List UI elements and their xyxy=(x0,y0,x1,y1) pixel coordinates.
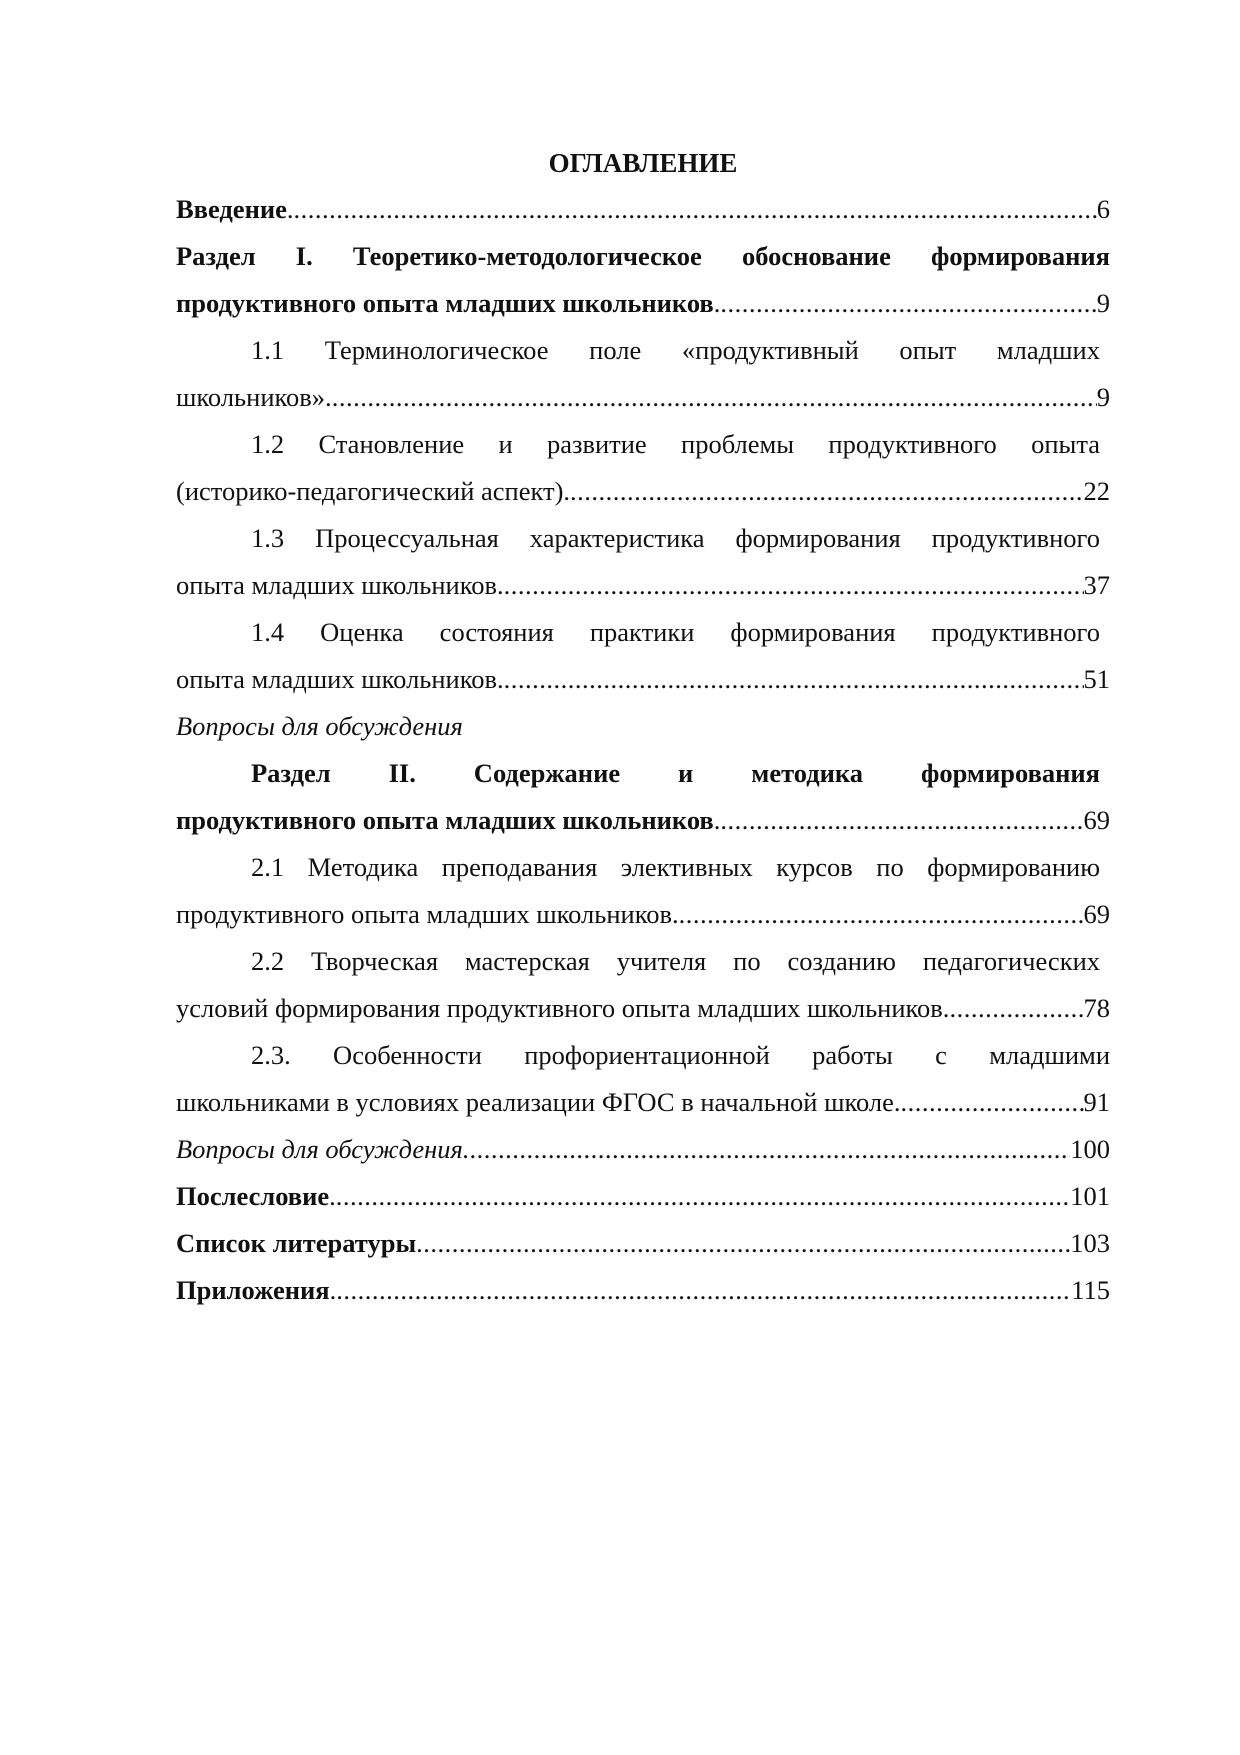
toc-entry-line xyxy=(176,374,1110,421)
dot-leader xyxy=(679,891,1084,938)
toc-entry-line xyxy=(176,1173,1110,1220)
toc-entry-line xyxy=(176,1126,1110,1173)
toc-page-number: 69 xyxy=(1083,805,1110,835)
toc-entry-2-2[interactable] xyxy=(176,938,1110,1032)
toc-page-number: 37 xyxy=(1083,570,1110,600)
toc-page-number: 6 xyxy=(1096,194,1110,224)
dot-leader xyxy=(720,797,1083,844)
toc-entry-line xyxy=(176,186,1110,233)
toc-entry-line xyxy=(176,562,1110,609)
toc-entry-line-1: 2.1 Методика преподавания элективных курсов по формированию xyxy=(251,852,1100,882)
toc-entry-line-1: 2.3. Особенности профориентационной работы с младшими xyxy=(251,1040,1110,1070)
toc-entry-text xyxy=(176,186,294,233)
toc-page-number: 103 xyxy=(1070,1228,1110,1258)
toc-page-number: 91 xyxy=(1083,1087,1110,1117)
toc-page-number: 9 xyxy=(1096,288,1110,318)
toc-entry-heading-tail: . xyxy=(286,194,294,224)
toc-entry-text: Вопросы для обсуждения xyxy=(176,711,463,741)
toc-entry-afterword[interactable] xyxy=(176,1173,1110,1220)
toc-entry-text: школьников». xyxy=(176,382,332,412)
toc-page-number: 101 xyxy=(1070,1181,1110,1211)
dot-leader xyxy=(332,374,1097,421)
toc-entry-text: опыта младших школьников. xyxy=(176,664,504,694)
toc-entry-line-1: Раздел II. Содержание и методика формирования xyxy=(251,758,1100,788)
dot-leader xyxy=(720,280,1096,327)
dot-leader xyxy=(949,985,1083,1032)
toc-entry-line xyxy=(176,280,1110,327)
dot-leader xyxy=(336,1173,1070,1220)
toc-title: ОГЛАВЛЕНИЕ xyxy=(548,148,738,178)
toc-page-number: 69 xyxy=(1083,899,1110,929)
toc-entry-text xyxy=(176,1267,336,1314)
toc-entry-2-1[interactable] xyxy=(176,844,1110,938)
toc-entry-heading: продуктивного опыта младших школьников xyxy=(176,805,714,835)
toc-page-number: 22 xyxy=(1083,476,1110,506)
toc-entry-line-1: 1.3 Процессуальная характеристика формирования продуктивного xyxy=(251,523,1100,553)
toc-entry-line-1: 1.4 Оценка состояния практики формирования продуктивного xyxy=(251,617,1100,647)
toc-entry-text xyxy=(176,280,720,327)
toc-entry-section-1[interactable] xyxy=(176,233,1110,327)
toc-entry-heading: продуктивного опыта младших школьников xyxy=(176,288,714,318)
toc-entry-references[interactable] xyxy=(176,1220,1110,1267)
toc-entry-text: Вопросы для обсуждения. xyxy=(176,1134,470,1164)
toc-entry-heading-tail: . xyxy=(329,1181,336,1211)
toc-entry-text: школьниками в условиях реализации ФГОС в начальной школе. xyxy=(176,1087,901,1117)
toc-entry-discussion-questions-1[interactable] xyxy=(176,703,1110,750)
toc-entry-heading: Введение xyxy=(176,194,287,224)
toc-entry-line-1: Раздел I. Теоретико-методологическое обоснование формирования xyxy=(176,241,1110,271)
toc-entry-heading-tail: . xyxy=(713,288,721,318)
toc-entry-text xyxy=(176,1173,336,1220)
toc-entry-1-4[interactable] xyxy=(176,609,1110,703)
toc-entry-1-3[interactable] xyxy=(176,515,1110,609)
toc-entry-heading-tail: . xyxy=(713,805,721,835)
dot-leader xyxy=(504,562,1084,609)
toc-entry-appendices[interactable] xyxy=(176,1267,1110,1314)
toc-page-number: 100 xyxy=(1070,1134,1110,1164)
toc-entry-text: опыта младших школьников. xyxy=(176,570,504,600)
toc-entry-line xyxy=(176,656,1110,703)
dot-leader xyxy=(901,1079,1084,1126)
toc-entry-text: продуктивного опыта младших школьников. xyxy=(176,899,679,929)
toc-entry-line-1: 1.1 Терминологическое поле «продуктивный опыт младших xyxy=(251,335,1100,365)
toc-entry-text xyxy=(176,797,720,844)
toc-entry-line xyxy=(176,985,1110,1032)
toc-entry-section-2[interactable] xyxy=(176,750,1110,844)
table-of-contents xyxy=(176,140,1110,1314)
toc-page-number: 51 xyxy=(1083,664,1110,694)
toc-entry-line xyxy=(176,1079,1110,1126)
toc-entry-2-3[interactable] xyxy=(176,1032,1110,1126)
toc-entry-line xyxy=(176,1267,1110,1314)
toc-entry-1-2[interactable] xyxy=(176,421,1110,515)
toc-entry-line-1: 1.2 Становление и развитие проблемы продуктивного опыта xyxy=(251,429,1100,459)
dot-leader xyxy=(570,468,1083,515)
toc-entry-introduction[interactable] xyxy=(176,186,1110,233)
dot-leader xyxy=(469,1126,1070,1173)
toc-entry-text: (историко-педагогический аспект). xyxy=(176,476,571,506)
toc-entry-line xyxy=(176,468,1110,515)
dot-leader xyxy=(504,656,1084,703)
dot-leader xyxy=(416,1220,1070,1267)
toc-entry-line xyxy=(176,1220,1110,1267)
toc-entry-line xyxy=(176,797,1110,844)
toc-entry-line-1: 2.2 Творческая мастерская учителя по созданию педагогических xyxy=(251,946,1100,976)
toc-page-number: 78 xyxy=(1083,993,1110,1023)
toc-entry-text: Список литературы xyxy=(176,1228,417,1258)
toc-entry-1-1[interactable] xyxy=(176,327,1110,421)
toc-entry-discussion-questions-2[interactable] xyxy=(176,1126,1110,1173)
toc-entry-heading: Послесловие xyxy=(176,1181,330,1211)
toc-page-number: 115 xyxy=(1071,1275,1110,1305)
toc-page-number: 9 xyxy=(1096,382,1110,412)
toc-entry-heading-tail: . xyxy=(329,1275,337,1305)
toc-entry-line xyxy=(176,891,1110,938)
toc-entry-heading: Приложения xyxy=(176,1275,330,1305)
dot-leader xyxy=(294,186,1097,233)
toc-entry-text: условий формирования продуктивного опыта младших школьников. xyxy=(176,993,950,1023)
dot-leader xyxy=(336,1267,1071,1314)
